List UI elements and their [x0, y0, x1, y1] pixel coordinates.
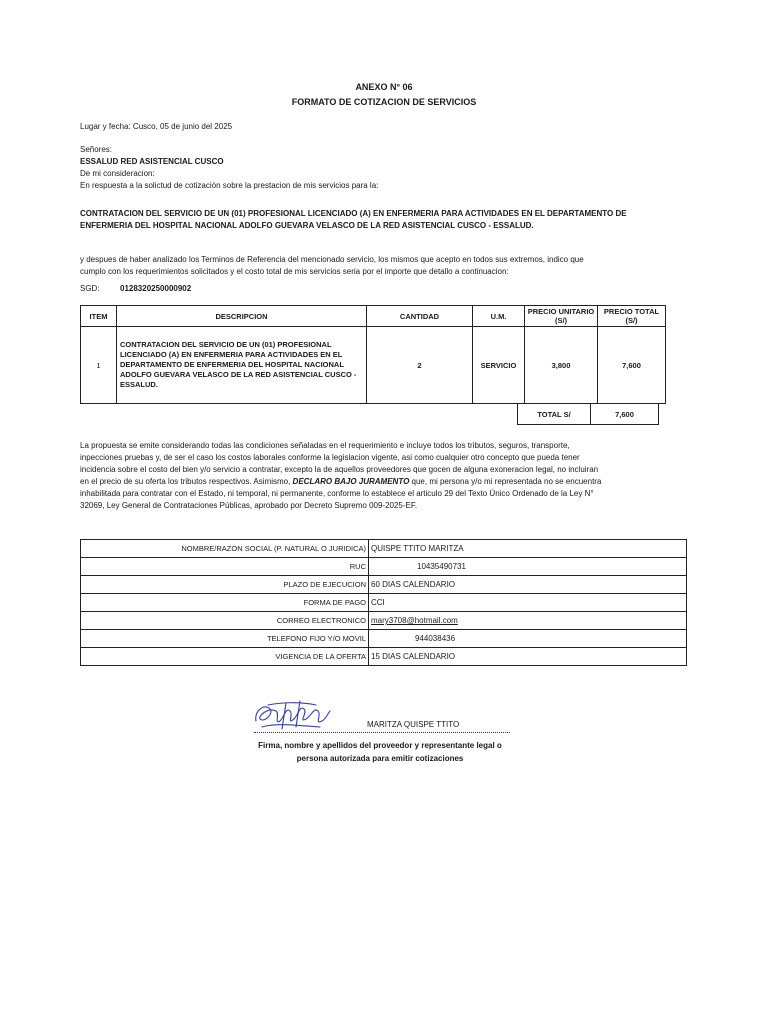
provider-table: [80, 539, 687, 666]
proposal-line-4-pre: en el precio de su oferta los tributos respectivos. Asimismo,: [80, 477, 293, 486]
signer-name: MARITZA QUISPE TTITO: [367, 720, 460, 729]
provider-value-name: QUISPE TTITO MARITZA: [369, 540, 687, 558]
header-description: DESCRIPCION: [117, 306, 367, 327]
place-date: Lugar y fecha: Cusco, 05 de junio del 2025: [80, 122, 233, 131]
provider-value-phone: 944038436: [369, 630, 687, 648]
table-row: [81, 594, 687, 612]
provider-label-name: NOMBRE/RAZON SOCIAL (P. NATURAL O JURIDICA): [81, 540, 369, 558]
salutation: Señores:: [80, 145, 113, 154]
provider-value-payment: CCI: [369, 594, 687, 612]
annex-number: ANEXO N° 06: [355, 82, 413, 92]
provider-label-term: PLAZO DE EJECUCION: [81, 576, 369, 594]
provider-value-ruc: 10435490731: [369, 558, 687, 576]
header-unit: U.M.: [473, 306, 525, 327]
table-row: [81, 558, 687, 576]
intro-text: En respuesta a la solictud de cotización sobre la prestacion de mis servicios para la:: [80, 181, 379, 190]
table-row: [81, 612, 687, 630]
table-row: [81, 327, 666, 404]
table-row: [81, 648, 687, 666]
analysis-line-2: cumplo con los requerimientos solicitados y el costo total de mis servicios seria por el importe que detallo a continuacion:: [80, 267, 509, 276]
service-title-line-1: CONTRATACION DEL SERVICIO DE UN (01) PROFESIONAL LICENCIADO (A) EN ENFERMERIA PARA ACTIVIDADES EN EL DEPARTAMENTO DE: [80, 209, 627, 218]
proposal-line-1: La propuesta se emite considerando todas las condiciones señaladas en el requerimiento e incluye todos los tributos, seguros, transporte,: [80, 441, 570, 450]
provider-value-email[interactable]: mary3708@hotmail.com: [369, 612, 687, 630]
total-table: [517, 403, 659, 425]
proposal-line-5: inhabilitada para contratar con el Estado, ni temporal, ni permanente, conforme lo establece el articulo 29 del Texto Único Ordenado de la Ley N°: [80, 489, 594, 498]
greeting: De mi consideracion:: [80, 169, 155, 178]
total-label: TOTAL S/: [518, 404, 591, 425]
service-title-line-2: ENFERMERIA DEL HOSPITAL NACIONAL ADOLFO GUEVARA VELASCO DE LA RED ASISTENCIAL CUSCO - ESSALUD.: [80, 221, 534, 230]
cell-item: 1: [81, 327, 117, 404]
quotation-header-row: [81, 306, 666, 327]
total-value: 7,600: [591, 404, 659, 425]
provider-label-ruc: RUC: [81, 558, 369, 576]
handwritten-signature: [250, 697, 334, 735]
header-item: ITEM: [81, 306, 117, 327]
document-title: FORMATO DE COTIZACION DE SERVICIOS: [291, 97, 477, 107]
quotation-table: [80, 305, 666, 404]
cell-total-price: 7,600: [598, 327, 666, 404]
provider-label-email: CORREO ELECTRONICO: [81, 612, 369, 630]
proposal-line-6: 32069, Ley General de Contrataciones Públicas, aprobado por Decreto Supremo 009-2025-EF.: [80, 501, 418, 510]
signature-line: [254, 732, 510, 733]
cell-description: CONTRATACION DEL SERVICIO DE UN (01) PROFESIONAL LICENCIADO (A) EN ENFERMERIA PARA ACTIVIDADES EN EL DEPARTAMENTO DE ENFERMERIA DEL HOSPITAL NACIONAL ADOLFO GUEVARA VELASCO DE LA RED ASISTENCIAL CUSCO - ESSALUD.: [117, 327, 367, 404]
proposal-line-4: [80, 476, 601, 488]
proposal-line-4-post: que, mi persona y/o mi representada no se encuentra: [409, 477, 602, 486]
sworn-declaration: DECLARO BAJO JURAMENTO: [292, 477, 410, 486]
cell-quantity: 2: [367, 327, 473, 404]
signature-caption-1: Firma, nombre y apellidos del proveedor y representante legal o: [258, 741, 502, 750]
table-row: [81, 540, 687, 558]
analysis-line-1: y despues de haber analizado los Terminos de Referencia del mencionado servicio, los mismos que acepto en todos sus extremos, indico que: [80, 255, 584, 264]
provider-value-validity: 15 DIAS CALENDARIO: [369, 648, 687, 666]
sgd-value: 0128320250000902: [120, 284, 192, 293]
signature-caption-2: persona autorizada para emitir cotizaciones: [296, 754, 464, 763]
header-unit-price: PRECIO UNITARIO (S/): [525, 306, 598, 327]
table-row: [81, 630, 687, 648]
recipient: ESSALUD RED ASISTENCIAL CUSCO: [80, 157, 224, 166]
header-total-price: PRECIO TOTAL (S/): [598, 306, 666, 327]
cell-unit: SERVICIO: [473, 327, 525, 404]
proposal-line-2: inpecciones pruebas y, de ser el caso los costos laborales conforme la legislacion vigente, asi como cualquier otro concepto que pueda tener: [80, 453, 580, 462]
proposal-line-3: incidencia sobre el costo del bien y/o servicio a contratar, excepto la de aquellos proveedores que gocen de alguna exoneracion legal, no incluiran: [80, 465, 599, 474]
header-quantity: CANTIDAD: [367, 306, 473, 327]
provider-label-payment: FORMA DE PAGO: [81, 594, 369, 612]
provider-value-term: 60 DIAS CALENDARIO: [369, 576, 687, 594]
table-row: [81, 576, 687, 594]
sgd-label: SGD:: [80, 284, 100, 293]
provider-label-validity: VIGENCIA DE LA OFERTA: [81, 648, 369, 666]
cell-unit-price: 3,800: [525, 327, 598, 404]
provider-label-phone: TELEFONO FIJO Y/O MOVIL: [81, 630, 369, 648]
